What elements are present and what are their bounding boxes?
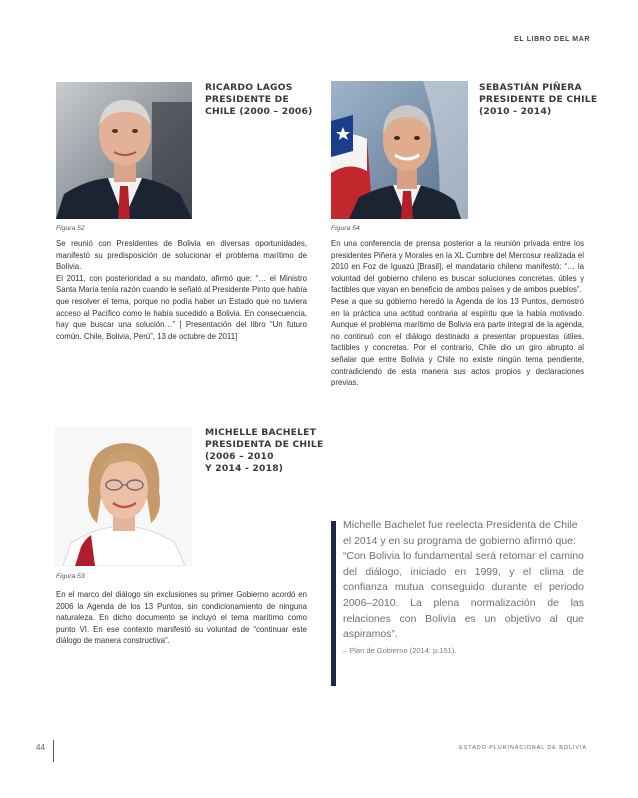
pinera-photo [331, 81, 468, 219]
figure-52-label: Figura 52 [56, 225, 85, 232]
lagos-photo [56, 82, 192, 219]
pull-quote [343, 518, 584, 655]
bachelet-name: MICHELLE BACHELET [205, 427, 317, 438]
pinera-paragraph: Pese a que su gobierno heredó la Agenda de los 13 Puntos, demostró en la práctica una actitud contraria al espíritu que la había motivado. Aunque el problema marítimo de Bolivia era parte integral de la agenda, no continuó con el diálogo destinado a presentar propuestas útiles, factibles y concretas. Por el contrario, Chile dio un giro abrupto al señalar que entre Bolivia y Chile no existe ningún tema pendiente, contradiciendo de esta manera sus actos propios y declaraciones previas. [331, 296, 584, 388]
lagos-paragraph: Se reunió con Presidentes de Bolivia en diversas oportunidades, manifestó su predisposición de solucionar el problema marítimo de Bolivia. [56, 239, 307, 272]
pinera-period: (2010 - 2014) [479, 106, 552, 117]
quote-intro: Michelle Bachelet fue reelecta Presidenta de Chile el 2014 y en su programa de gobierno afirmó que: [343, 519, 578, 547]
page-number-divider [53, 740, 54, 762]
bachelet-period-first: (2006 – 2010 [205, 451, 274, 462]
pinera-paragraph: En una conferencia de prensa posterior a la reunión privada entre los presidentes Piñera y Morales en la XL Cumbre del Mercosur realizada el 2010 en Foz de Iguazú [Brasil], el mandatario chileno manifestó: “… la voluntad del gobierno chileno es buscar soluciones concretas, útiles y factibles que vayan en beneficio de ambos países y de ambos pueblos”. [331, 239, 584, 295]
bachelet-period-second: Y 2014 - 2018) [205, 463, 284, 474]
figure-53-label: Figura 53 [56, 573, 85, 580]
pinera-role: PRESIDENTE DE CHILE [479, 94, 598, 105]
pinera-name: SEBASTIÁN PIÑERA [479, 82, 582, 93]
bachelet-photo [55, 427, 192, 566]
quote-source: – Plan de Gobierno (2014: p.151). [343, 645, 457, 655]
pinera-caption [479, 82, 609, 118]
pinera-text [331, 238, 584, 389]
bachelet-caption [205, 427, 325, 475]
lagos-paragraph: El 2011, con posterioridad a su mandato, afirmó que: “… el Ministro Santa María tenía razón cuando le señaló al Presidente Pinto que había que resolver el tema, porque no podía haber un Estado que no tuviera acceso al Pacífico como le había sucedido a Bolivia. En consecuencia, hay que buscar una solución…” [ Presentación del libro “Un futuro común. Chile, Bolivia, Perú”, 13 de octubre de 2011] [56, 273, 307, 341]
portrait-man-image [56, 82, 192, 219]
publisher-title: ESTADO PLURINACIONAL DE BOLIVIA [459, 745, 587, 751]
lagos-caption [205, 82, 325, 118]
book-title: EL LIBRO DEL MAR [514, 36, 590, 43]
portrait-man-flag-image [331, 81, 468, 219]
lagos-role: PRESIDENTE DE [205, 94, 289, 105]
bachelet-paragraph: En el marco del diálogo sin exclusiones su primer Gobierno acordó en 2006 la Agenda de los 13 Puntos, sin condicionamiento de ninguna naturaleza. En dicho documento se incluyó el tema marítimo como punto VI. En ese contexto manifestó su voluntad de “continuar este diálogo de manera constructiva”. [56, 590, 307, 646]
lagos-period: CHILE (2000 – 2006) [205, 106, 313, 117]
bachelet-role: PRESIDENTA DE CHILE [205, 439, 324, 450]
lagos-text [56, 238, 307, 342]
lagos-name: RICARDO LAGOS [205, 82, 293, 93]
figure-54-label: Figura 54 [331, 225, 360, 232]
quote-bar [331, 521, 336, 686]
page-number: 44 [36, 743, 45, 752]
bachelet-text [56, 589, 307, 647]
quote-text: “Con Bolivia lo fundamental será retomar el camino del diálogo, iniciado en 1999, y el clima de confianza mutua conseguido durante el periodo 2006–2010. La plena normalización de las relaciones con Bolivia es un objetivo al que aspiramos”. [343, 550, 584, 641]
portrait-woman-image [55, 427, 192, 566]
